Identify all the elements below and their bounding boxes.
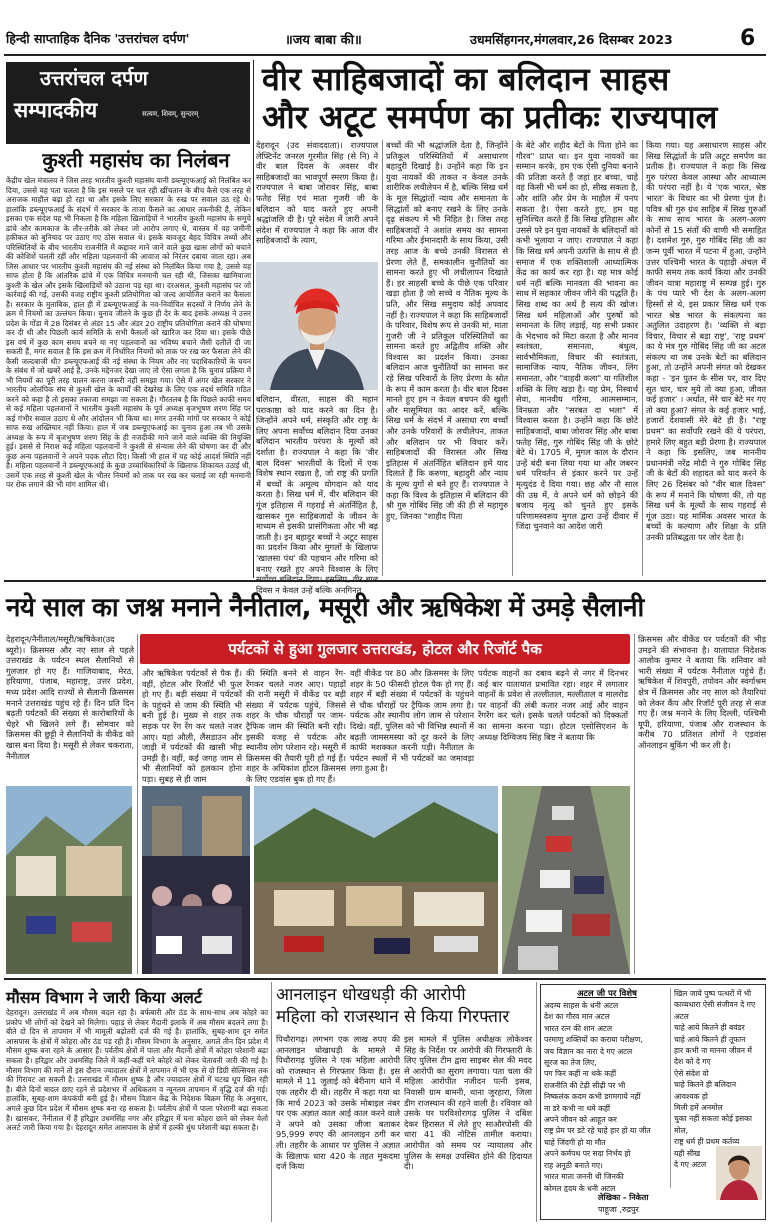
poem-line: अपने कर्मपथ पर सदा निर्भय हो <box>544 1149 631 1159</box>
governor-portrait-illustration <box>256 262 378 390</box>
tourism-col4: वहीं वीकेंड पर 80 और क्रिसमस के लिए शहर के 50 फीसदी होटल पैक हो गए हैं। शहर में बड़ी संख्या में पर्यटकों के पहुंचने से चौक चौराहों पर ट्रैफिक जाम लगा है। पर्यटक और स्थानीय लोग जाम से परेशान दिखे। वहीं, पुलिस को भी विभिन्न स्थानों में बढ़ती जामसमस्या को दूर करने के लिए काफी मशक्कत करनी पड़ी। नैनीताल के पर्यटन स्थलों में भी पर्यटकों का जमावड़ा लगा हुआ है। <box>350 668 474 774</box>
poem-line: काव्यधारा ऐसी संजीवन दे गए अटल <box>674 1000 756 1021</box>
lead-headline-line1: वीर साहिबजादों का बलिदान साहस <box>262 60 670 98</box>
masthead-center: ॥जय बाबा की॥ <box>285 33 362 48</box>
lead-headline-line2: और अटूट समर्पण का प्रतीकः राज्यपाल <box>262 98 718 136</box>
poem-line: दे गए अटल <box>674 1160 707 1170</box>
editorial-divider <box>253 60 254 578</box>
poem-author-place: पाहूजा ,रुद्रपुर <box>598 1205 639 1214</box>
poem-line: देश का गौरव मान अटल <box>544 1012 610 1022</box>
fraud-col1: पिथौरागढ़। लगभग एक लाख रुपए की आनलाइन धोखाधड़ी के मामले में पिथौरागढ़ पुलिस ने एक महिला आरोपी को राजस्थान से गिरफ्तार किया है। इस मामले में 11 जुलाई को बेरीनाग थाने में एक तहरीर दी थी। तहरीर में कहा गया था कि मार्च 2023 को उसके मोबाइल नंबर पर एक अज्ञात काल आई काल करने वाले ने अपने को उसका जीजा बताकर 95,999 रुपए की आनलाइन ठगी कर ली। तहरीर के आधार पर पुलिस ने अज्ञात के खिलाफ धारा 420 के तहत मुकदमा दर्ज किया <box>276 1034 400 1172</box>
poem-line: ऐसे संदेश वो <box>674 1068 709 1078</box>
poem-line: चाहे आये कितने ही तूफान <box>674 1034 746 1044</box>
poem-column-2 <box>674 988 764 1171</box>
poem-line: चुका नहीं सकता कोई इसका मोल, <box>674 1114 752 1135</box>
poem-line: अदम्य साहस के धनी अटल <box>544 1001 619 1010</box>
poem-line: आवश्यक हो <box>674 1091 708 1101</box>
poem-line: राह अनूठी बनाते गए। <box>544 1160 603 1170</box>
poem-line: ना डरे कभी ना थमे कहीं <box>544 1103 610 1113</box>
editorial-headline: कुश्ती महासंघ का निलंबन <box>42 148 230 172</box>
masthead-date: उधमसिंहगनर,मंगलवार,26 दिसम्बर 2023 <box>470 32 673 47</box>
lead-col2: बच्चों की भी श्रद्धांजलि देता है, जिन्होंने प्रतिकूल परिस्थितियों में असाधारण बहादुरी दिखाई है। उन्होंने कहा कि इन युवा नायकों की ताकत न केवल उनके शारीरिक लचीलेपन में है, बल्कि सिख धर्म के मूल सिद्धांतों न्याय और समानता के सिद्धांतों को बनाए रखने के लिए उनके दृढ़ संकल्प में भी निहित है। जिस तरह साहिबजादों ने अशांत समय का सामना गरिमा और ईमानदारी के साथ किया, उसी तरह आज के बच्चे उनकी विरासत से प्रेरणा लेते हैं, समकालीन चुनौतियों का सामना करते हुए भी लचीलापन दिखाते हैं। हर साहसी बच्चे के पीछे एक परिवार खड़ा होता है जो सच्चे व नैतिक मूल्य के प्रति, और सिख समुदाय कोई अपवाद नहीं है। राज्यपाल ने कहा कि साहिबजादों के परिवार, विशेष रूप से उनकी मां, माता गुजरी जी ने प्रतिकूल परिस्थितियों का सामना करते हुए अद्वितीय शक्ति और विश्वास का प्रदर्शन किया। उनका बलिदान आज चुनौतियों का सामना कर रहे सिख परिवारों के लिए प्रेरणा के स्रोत के रूप में काम करता है। वीर बाल दिवस मानते हुए हम न केवल बचपन की खुशी और मासूमियत का आदर करें, बल्कि सिख धर्म के संदर्भ में असाधा रण बच्चों और उनके परिवारों के लचीलेपन, ताकत और बलिदान पर भी विचार करें। साहिबजादों की विरासत और सिख इतिहास में अंतर्निहित बलिदान हमें याद दिलाते हैं कि करुणा, बहादुरी और न्याय के मूल्य युगों से बने हुए हैं। राज्यपाल ने कहा कि विश्व के इतिहास में बलिदान की श्री गुरु गोबिंद सिंह जी की ही से महागुरु हुए, जिनका "शाहीद पिता <box>386 140 508 521</box>
fraud-headline-line2: महिला को राजस्थान से किया गिरफ्तार <box>276 1007 510 1027</box>
poem-line: मिली हमें अनमोल <box>674 1103 723 1113</box>
lead-col-divider-2 <box>512 140 513 576</box>
poem-line: चाहे जिंदगी हो या मौत <box>544 1137 606 1147</box>
poem-title: अटल जी पर विशेष <box>577 989 637 999</box>
page-number: 6 <box>740 26 756 51</box>
lead-col1-top: देहरादून (उद संवाददाता)। राज्यपाल लेफ्टिनेंट जनरल गुरमीत सिंह (से नि) ने वीर बाल दिवस के अवसर वीर साहिबजादों का भावपूर्ण स्मरण किया है। राज्यपाल ने बाबा जोरावर सिंह, बाबा फतेह सिंह एवं माता गुजरी जी के बलिदान को याद करते हुए अपनी श्रद्धांजलि दी है। पूरे संदेश में जारी अपने संदेश में राज्यपाल ने कहा कि आज वीर साहिबजादों के त्याग, <box>256 140 378 246</box>
poem-divider <box>670 988 671 1188</box>
poem-line: राजनीति की टेढ़ी सीढ़ी पर भी <box>544 1080 626 1090</box>
poem-line: निष्कलंक कदम कभी डगमगाये नहीं <box>544 1092 641 1102</box>
poem-line: भारत माता जननी थी जिनकी <box>544 1172 624 1182</box>
poem-column-1 <box>544 1000 668 1194</box>
tourism-col1: देहरादून/नैनीताल/मसूरी/ऋषिकेश(उद ब्यूरो)। क्रिसमस और नए साल से पहले उत्तराखंड के पर्यटन स्थल सैलानियों से गुलजार हो गए हैं। गाजियाबाद, मेरठ, हरियाणा, पंजाब, महाराष्ट्र, उत्तर प्रदेश, मध्य प्रदेश आदि राज्यों से सैलानी क्रिसमस मनाने उत्तराखंड पहुंच रहे हैं। दिन प्रति दिन बढ़ती पर्यटकों की संख्या से कारोबारियों के चेहरे भी खिलने लगे हैं। सोमवार को क्रिसमस की छुट्टी ने सैलानियों के वीकेंड को खास बना दिया है। मसूरी से लेकर चकराता, नैनीताल <box>6 634 134 761</box>
editorial-brand: उत्तरांचल दर्पण <box>40 66 148 90</box>
poem-line: परमाणु शक्तियों का कराया परीक्षण, <box>544 1035 643 1045</box>
section-rule-2 <box>4 978 766 980</box>
masthead-left: हिन्दी साप्ताहिक दैनिक 'उत्तरांचल दर्पण' <box>6 31 190 46</box>
masthead-rule <box>4 54 766 56</box>
author-photo <box>716 1146 762 1200</box>
tourism-photo-traffic-jam <box>502 786 630 974</box>
editorial-body: केंद्रीय खेल मंत्रालय ने जिस तरह भारतीय कुश्ती महासंघ यानी डब्ल्यूएफआई को निलंबित कर दिया, उससे यह पता चलता है कि इस मसले पर चल रही खींचतान के बीच कैसे एक तरह से अराजक माहौल बढ़ा हो रहा था और इसके लिए सरकार के रुख पर सवाल उठ रहे थे। हालांकि डब्ल्यूएफआई के संदर्भ में सरकार के ताजा फैसले का आधार तकनीकी है, लेकिन इसका एक संदेश यह भी निकला है कि महिला खिलाड़ियों ने भारतीय कुश्ती महासंघ के समूचे ढांचे और कामकाज के तौर-तरीके को लेकर जो आरोप लगाए थे, वास्तव में वह जमीनी हकीकत को बुनियाद पर उठाए गए ठोस सवाल थे। इसके बावजूद बेहद विचित्र तथ्यों और परिस्थितियों के बीच भारतीय राजनीति में कद्दावर माने जाने वाले कुछ खास लोगों को बचाने की कोशिशें चलती रहीं और महिला पहलवानों की आवाज को निरंतर दबाया जाता रहा। अब जिस आधार पर भारतीय कुश्ती महासंघ की नई संस्था को निलंबित किया गया है, उससे यह साफ होता है कि आंतरिक ढांचे में एक विचित्र मनमानी चल रही थी, जिसका खामियाजा कुश्ती के खेल और इसके खिलाड़ियों को उठाना पड़ रहा था। दरअसल, कुश्ती महासंघ पर जो कार्रवाई की गई, उसकी वजह राष्ट्रीय कुश्ती प्रतियोगिता को जल्द आयोजित कराने का फैसला है। सरकार के मुताबिक, हाल ही में डब्ल्यूएफआई के नव-निर्वाचित सदस्यों ने निर्णय लेने के क्रम में नियमों का उल्लंघन किया। चुनाव जीतने के कुछ ही देर के बाद इसके अध्यक्ष ने उत्तर प्रदेश के गोंडा में 28 दिसंबर से अंडर 15 और अंडर 20 राष्ट्रीय प्रतियोगिता कराने की घोषणा कर दी थी और पिछली कार्य समिति के सभी फैसलों को खारिज कर दिया था। इसके पीछे इस वर्ष में कुछ काम समय बचने या नए पहलवानों का भविष्य बचाने जैसी दलीलें दी जा सकती हैं, मगर सवाल है कि इस क्रम में निर्धारित नियमों को ताक पर रख कर फैसला लेने की कैसी जल्दबाजी थी? डब्ल्यूएफआई की नई संस्था के नियम और नए पदाधिकारियों के चयन के संबंध में जो खबरें आई हैं, उनके मद्देनजर देखा जाए तो ऐसा लगता है कि चुनाव प्रक्रिया में भी नियमों का पूरी तरह पालन करना जरूरी नहीं समझा गया। ऐसे में अगर खेल सरकार ने भारतीय ओलंपिक संघ से कुश्ती खेल के कार्यों की देखरेख के लिए एक तदर्थ समिति गठित करने को कहा है तो इसका तकाजा समझा जा सकता है। गौरतलब है कि पिछले काफी समय से कई महिला पहलवानों ने भारतीय कुश्ती महासंघ के पूर्व अध्यक्ष बृजभूषण शरण सिंह पर कई गंभीर सवाल उठाए थे और आंदोलन भी किया था। मगर उनकी मांगों पर सरकार ने कोई साफ रुख अख्तियार नहीं किया। हाल में जब डब्ल्यूएफआई का चुनाव हुआ तब भी उसके अध्यक्ष के रूप में बृजभूषण शरण सिंह के ही नजदीकी माने जाने वाले व्यक्ति की नियुक्ति हुई। इससे से निराश कई महिला पहलवानों ने कुश्ती से संन्यास लेने की घोषणा कर दी और कुछ अन्य पहलवानों ने अपने पदक लौटा दिए। किसी भी हाल में यह कोई आदर्श स्थिति नहीं है। महिला पहलवानों ने डब्ल्यूएफआई के कुछ उच्चाधिकारियों के खिलाफ शिकायत उठाई थी, उसमें एक तरह से कुश्ती खेल के भीतर नियमों को ताक पर रख कर चलाई जा रही मनमानी पर रोक लगाने की भी मांग शामिल थी। <box>6 176 251 489</box>
governor-photo <box>256 262 378 390</box>
poem-author: लेखिका - निकेता <box>598 1193 649 1202</box>
tourism-col3: की स्थिति बनने से वाहन रेंग-रेंगकर चलते नजर आए। पहाड़ों की रानी मसूरी में वीकेंड पर बड़ी संख्या में पर्यटक पहुंचे, जिससे शहर के चौक चौराहों पर जाम-ट्रैफिक जाम की स्थिति बनी रही। इसकी वजह से पर्यटक और स्थानीय लोग परेशान रहे। मसूरी में क्रिसमस की तैयारी पूरी हो गई हैं। शहर के अधिकांश होटल क्रिसमस के लिए एडवांस बुक हो गए हैं। <box>246 668 346 784</box>
section-rule-1 <box>4 580 766 582</box>
tourism-photo-crowd-night <box>142 786 250 974</box>
tourism-photo-mountain-market <box>254 786 498 974</box>
poem-line: भारत रत्न की शान अटल <box>544 1023 612 1033</box>
tourism-photo-resort <box>6 786 132 974</box>
poem-line: जय विज्ञान का नारा दे गए अटल <box>544 1046 633 1056</box>
lead-col4: किया गया। यह असाधारण साहस और सिख सिद्धांतों के प्रति अटूट समर्पण का प्रतीक है। राज्यपाल ने कहा कि सिख गुरु परंपरा केवल आस्था और आध्यात्म की परंपरा नहीं है। ये 'एक भारत, श्रेष्ठ भारत' के विचार का भी प्रेरणा पुंज है। पवित्र श्री गुरु ग्रंथ साहिब में सिख गुरुओं के साथ साथ भारत के अलग-अलग कोनों से 15 संतों की वाणी भी समाहित है। दशमेश गुरु, गुरु गोबिंद सिंह जी का जन्म पूर्वी भारत में पटना में हुआ, उन्होंने उत्तर पश्चिमी भारत के पहाड़ी अंचल में काफी समय तक कार्य किया और उनकी जीवन यात्रा महाराष्ट्र में सम्पन्न हुई। गुरु के पंच प्यारे भी देश के अलग-अलग हिस्सों से थे, इस प्रकार सिख धर्म एक भारत श्रेष्ठ भारत के संकल्पना का अतुलित उदाहरण है। 'व्यक्ति से बड़ा विचार, विचार से बड़ा राष्ट्र', 'राष्ट्र प्रथम' का ये मंत्र गुरु गोबिंद सिंह जी का अटल संकल्प था जब उनके बेटों का बलिदान हुआ, तो उन्होंने अपनी संगत को देखकर कहा - 'इन पुतन के सीस पर, वार दिए सुत चार, चार मुये तो क्या हुआ, जीवत कई हजार' । अर्थात, मेरे चार बेटे मर गए तो क्या हुआ? संगत के कई हजार भाई, हजारों देशवासी मेरे बेटे ही हैं। "राष्ट्र प्रथम" का सर्वोपरि रखने की ये परंपरा, हमारे लिए बहुत बड़ी प्रेरणा है। राज्यपाल ने कहा कि इसलिए, जब माननीय प्रधानमंत्री नरेंद्र मोदी ने गुरु गोबिंद सिंह जी के बेटों की शहादत को याद करने के लिए 26 दिसंबर को "वीर बाल दिवस" के रूप में मनाने कि घोषणा की, तो यह सिख धर्म के मूल्यों के साथ गहराई से गूंज उठा। यह मार्मिक अवसर भारत के बच्चों के कल्याण और शिक्षा के प्रति उनकी प्रतिबद्धता पर जोर देता है। <box>646 140 766 542</box>
tourism-banner-headline: नये साल का जश्न मनाने नैनीताल, मसूरी और ऋषिकेश में उमड़े सैलानी <box>6 593 644 623</box>
poem-line: देश को दे गए <box>674 1057 711 1067</box>
editorial-section-title: सम्पादकीय <box>14 97 98 122</box>
poem-line: चाहे आये कितने ही बवंडर <box>674 1023 745 1033</box>
weather-divider <box>271 982 272 1222</box>
lead-col-divider-1 <box>382 140 383 576</box>
weather-body: देहरादून। उत्तराखंड में अब मौसम बदल रहा है। बर्फबारी और ठंड के साथ-साथ अब कोहरे का प्रकोप भी लोगों को देखने को मिलेगा। पहाड़ से लेकर मैदानी इलाके में अब मौसम बदलने लगा है। बीते दो दिन से तापमान में भी मामूली बढ़ोतरी दर्ज की गई है। हालांकि, सुबह-शाम दून समेत आसपास के क्षेत्रों में कोहरा और ठंड पड़ रही है। मौसम विभाग के अनुसार, अगले तीन दिन प्रदेश में मौसम शुष्क बना रहने के आसार हैं। पर्वतीय क्षेत्रों में पाला और मैदानी क्षेत्रों में कोहरा परेशानी बढ़ा सकता है। हरिद्वार और उधमसिंह जिले में कहीं-कहीं घने कोहरे को लेकर चेतावनी जारी की गई है। मौसम विभाग की मानें तो इस दौरान ज्यादातर क्षेत्रों में तापमान में भी एक से दो डिग्री सेल्सियस तक की गिरावट आ सकती है। उत्तराखंड में मौसम शुष्क है और ज्यादातर क्षेत्रों में चटख धूप खिल रही है। बीते दिनों बादल छाए रहने से प्रदेशभर में अधिकतम व न्यूनतम तापमान में वृद्धि दर्ज की गई। हालांकि, सुबह-शाम कंपकंपी बनी हुई है। मौसम विज्ञान केंद्र के निदेशक बिक्रम सिंह के अनुसार, अगले कुछ दिन प्रदेश में मौसम शुष्क बना रह सकता है। पर्वतीय क्षेत्रों में पाला परेशानी बढ़ा सकता है। खासकर, नैनीताल में हैं हरिद्वार उधमसिंह नगर और हरिद्वार में घना कोहरा छाने को लेकर येलो अलर्ट जारी किया गया है। देहरादून समेत आसपास के क्षेत्रों में हल्की धुंध परेशानी बढ़ा सकता है। <box>6 1008 268 1133</box>
poem-line: राष्ट्र प्रेम पर डटे रहे चाहे हार हो या जीत <box>544 1126 651 1136</box>
tourism-divider-1 <box>137 634 138 974</box>
tourism-subbanner: पर्यटकों से हुआ गुलजार उत्तराखंड, होटल और रिजॉर्ट पैक <box>140 634 630 664</box>
poem-line: चाहे कितने ही बलिदान <box>674 1080 737 1090</box>
tourism-divider-2 <box>634 634 635 974</box>
poem-line: कोमल हृदय के धनी अटल <box>544 1183 616 1193</box>
lead-col-divider-3 <box>642 140 643 576</box>
tourism-col6: क्रिसमस और वीकेंड पर पर्यटकों की भीड़ उमड़ने की संभावना है। यातायात निदेशक आलोक कुमार ने बताया कि शनिवार को भारी संख्या में पर्यटक नैनीताल पहुंचे हैं। ऋषिकेश में शिवपुरी, तपोवन और स्वर्गाश्रम क्षेत्र में क्रिसमस और नए साल को तैयारियां को लेकर कैंप और रिजॉर्ट पूरी तरह से सज गए हैं। जश्न मनाने के लिए दिल्ली, पश्चिमी यूपी, हरियाणा, पंजाब और राजस्थान के करीब 70 प्रतिशत लोगों ने एडवांस ऑनलाइन बुकिंग भी कर ली है। <box>638 634 766 750</box>
poem-line: पग फिर कहीं ना थके कहीं <box>544 1069 617 1079</box>
fraud-divider <box>536 982 537 1222</box>
poem-line: यही सीख <box>674 1148 701 1158</box>
poem-line: राष्ट्र धर्म ही प्रथम कर्तव्य <box>674 1137 740 1147</box>
fraud-col2: इस मामले में पुलिस अधीक्षक लोकेश्वर सिंह के निर्देश पर आरोपी की गिरफ्तारी के लिए पुलिस टीम द्वारा साइबर सेल की मदद से आरोपी का सुराग लगाया। पता चला की महिला आरोपीत नजीदन पत्नी इसब, निवासी ग्राम बामनी, थाना जुरहारा, जिला डीग राजस्थान की रहने वाली है। रविवार को उसके घर परविशोरागढ़ पुलिस ने दबिश देकर हिरासत में लेते हुए साऔरपोसी की धारा 41 की नोटिस तामील कराया। आरोपीत को समय पर न्यायालय और पुलिस के समक्ष उपस्थित होने की हिदायत दी। <box>404 1034 532 1172</box>
editorial-tagline: सत्यम, शिवम्, सुन्दरम् <box>142 110 199 118</box>
tourism-col5: पर्यटक वाहनों का दबाव बढ़ने से नगर में दिनभर कई बार यातायात प्रभावित रहा। शहर में लगातार वाहनों के प्रवेश से तल्लीताल, मल्लीताल व मालरोड पर वाहनों की लंबी कतार नजर आई और वाहन रेंगरेंग कर चले। इसके चलते पर्यटकों को दिक्कतों का सामना करना पड़ा। होटल एसोसिएशन के अध्यक्ष दिग्विजय सिंह बिष्ट ने बताया कि <box>478 668 628 742</box>
tourism-col2: और ऋषिकेश पर्यटकों से पैक हैं। वहीं, होटल और रिजॉर्ट भी फुल हो गए हैं। बड़ी संख्या में पर्यटकों के पहुंचने से जाम की स्थिति भी बनी हुई है। मुख्य से शहर तक सड़क पर रेंग रेंग कर चलते नजर आए। यहां औली, लैंसडाउन और जाड़ी में पर्यटकों की खासी भीड़ उमड़ी है। वहीं, कई जगह जाम से भी सैलानियों को हलकान होना पड़ा। सुबह से ही जाम <box>142 668 242 784</box>
poem-line: अपने जीवन को आहूत कर <box>544 1115 617 1125</box>
fraud-headline-line1: आनलाइन धोखधड़ी की आरोपी <box>276 985 466 1005</box>
poem-line: सूरज का तेज लिए, <box>544 1058 597 1068</box>
poem-line: खिल जाये पुष्प पत्थरों में भी <box>674 989 752 998</box>
poem-line: हार कभी ना मानना जीवन में <box>674 1046 752 1056</box>
weather-headline: मौसम विभाग ने जारी किया अलर्ट <box>6 988 202 1007</box>
lead-col3: के बेटे और शहीद बेटों के पिता होने का गौरव" प्राप्त था। इन युवा नायकों का सम्मान करके, हम एक ऐसी दुनिया बनाने की प्रतिज्ञा करते हैं जहां हर बच्चा, चाहे वह किसी भी धर्म का हो, सीख सकता है, और शांति और प्रेम के माहौल में पनप सकता है। ऐसा करते हुए, हम यह सुनिश्चित करते हैं कि सिख इतिहास और उससे परे इन युवा नायकों के बलिदानों को कभी भुलाया न जाए। राज्यपाल ने कहा कि सिख धर्म अपनी उत्पत्ति के साथ से ही समाज में एक शक्तिशाली आध्यात्मिक केंद्र का कार्य कर रहा है। यह मात्र कोई धर्म नहीं बल्कि मानवता की भावना का साथ में सहकार जीवन जीने की पद्धति है। सिख शब्द का अर्थ है सत्य की खोज। सिख धर्म महिलाओं और पुरुषों को समानता के लिए लड़ाई, यह सभी प्रकार के भेदभाव को मिटा करता है और मानव स्वतंत्रता, समानता, बंधुत्व, सार्वभौमिकता, विचार की स्वतंत्रता, सामाजिक न्याय, नैतिक जीवन, लिंग समानता, और "वाहदी कला" या गतिशील शक्ति के लिए खड़ा है। यह प्रेम, निस्वार्थ सेवा, मानवीय गरिमा, आत्मसम्मान, विनम्रता और "सरबत दा भला" में विश्वास करता है। उन्होंने कहा कि छोटे साहिबजादों, बाबा जोरावर सिंह और बाबा फतेह सिंह, गुरु गोबिंद सिंह जी के छोटे बेटे थे। 1705 में, मुगल काल के दौरान उन्हें बंदी बना लिया गया था और जबरन धर्म परिवर्तन से इंकार करने पर उन्हें मृत्युदंड दे दिया गया। छह और नौ साल की उम्र में, वे अपने धर्म को छोड़ने की बजाय मृत्यु को चुनते हुए इसके परिणामस्वरूप मुगल द्वारा उन्हें दीवार में जिंदा चुनवाने का आदेश जारी <box>516 140 638 532</box>
lead-col1-bottom: बलिदान, वीरता, साहस की महान पराकाष्ठा को याद करने का दिन है। जिन्होंने अपने धर्म, संस्कृति और राष्ट्र के लिए अपना सर्वोच्च बलिदान दिया उनका बलिदान भारतीय परंपरा के मूल्यों को दर्शाता है। राज्यपाल ने कहा कि 'वीर बाल दिवस' भारतीयों के दिलों में एक विशेष स्थान रखता है, जो राष्ट्र की प्रगति में बच्चों के अमूल्य योगदान को याद करता है। सिख धर्म में, वीर बलिदान की गूंज इतिहास में गहराई से अंतर्निहित है, खासकर गुरु साहिबजादों के जीवन के माध्यम से इसकी प्रासंगिकता और भी बढ़ जाती है। इन बहादुर बच्चों ने अटूट साहस का प्रदर्शन किया और मुगलों के खिलाफ 'खालसा पंथ' की पहचान और गरिमा को बनाए रखते हुए अपने विश्वास के लिए दिवस न केवल उन्हें बल्कि अनगिनत <box>256 394 378 595</box>
